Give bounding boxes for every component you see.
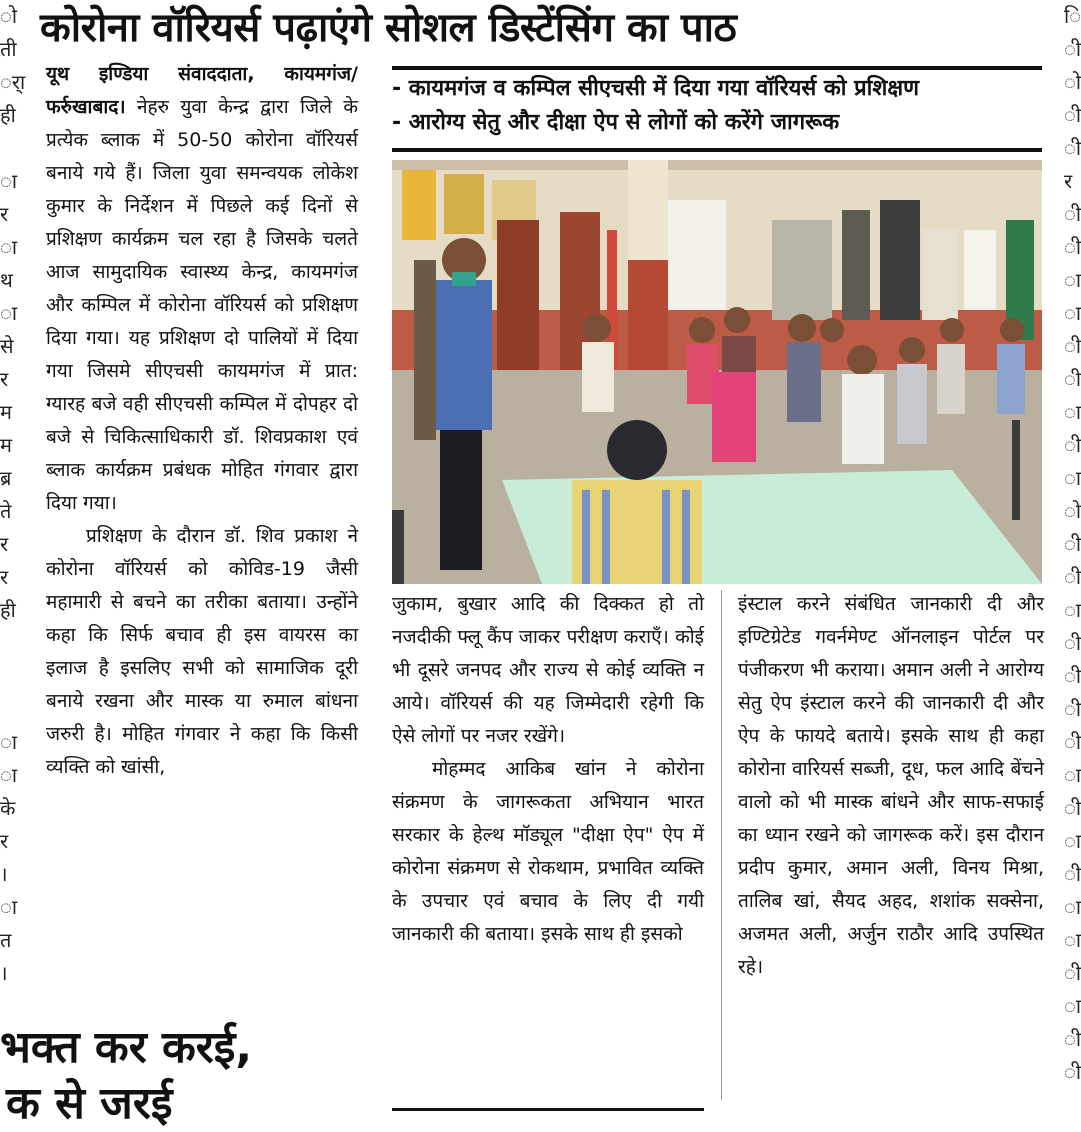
edge-fragment: ी bbox=[1064, 334, 1081, 358]
edge-fragment: ी bbox=[1064, 235, 1081, 259]
edge-fragment: र bbox=[0, 367, 9, 391]
edge-fragment bbox=[0, 627, 18, 660]
edge-fragment: ी bbox=[1064, 1060, 1081, 1084]
edge-fragment: ी bbox=[1064, 532, 1081, 556]
edge-fragment: ा bbox=[1064, 466, 1081, 490]
edge-fragment: ी bbox=[1064, 1027, 1081, 1051]
article-column-3 bbox=[738, 588, 1044, 984]
edge-fragment: ी bbox=[1064, 136, 1081, 160]
column-divider bbox=[721, 590, 722, 1100]
edge-fragment: ती bbox=[0, 37, 17, 61]
edge-fragment: ी bbox=[1064, 631, 1081, 655]
edge-fragment: ा bbox=[1064, 268, 1081, 292]
edge-fragment: के bbox=[0, 796, 16, 820]
photo-illustration bbox=[392, 160, 1042, 584]
adjacent-article-left-edge bbox=[0, 0, 26, 1020]
edge-fragment: ा bbox=[1064, 895, 1081, 919]
byline: यूथ इण्डिया संवाददाता, कायमगंज/फर्रुखाबाद। bbox=[46, 63, 358, 118]
edge-fragment: र bbox=[1064, 169, 1073, 193]
edge-fragment: ा bbox=[0, 169, 18, 193]
edge-fragment: म bbox=[0, 400, 12, 424]
edge-fragment: र bbox=[0, 829, 9, 853]
edge-fragment: ी bbox=[1064, 796, 1081, 820]
byline-paragraph bbox=[46, 58, 358, 520]
adjacent-headline-line: क से जरई bbox=[6, 1078, 173, 1129]
edge-fragment: ी bbox=[1064, 730, 1081, 754]
edge-fragment: ा bbox=[0, 235, 18, 259]
edge-fragment: ी bbox=[1064, 961, 1081, 985]
paragraph: इंस्टाल करने संबंधित जानकारी दी और इण्टिग्रेटेड गवर्नमेण्ट ऑनलाइन पोर्टल पर पंजीकरण भी कराया। अमान अली ने आरोग्य सेतु ऐप इंस्टाल करने की जानकारी दी और ऐप के फायदे बताये। इसके साथ ही कहा कोरोना वारियर्स सब्जी, दूध, फल आदि बेंचने वालो को भी मास्क बांधने और साफ-सफाई का ध्यान रखने को जागरूक करें। इस दौरान प्रदीप कुमार, अमान अली, विनय मिश्रा, तालिब खां, सैयद अहद, शशांक सक्सेना, अजमत अली, अर्जुन राठौर आदि उपस्थित रहे। bbox=[738, 593, 1044, 978]
subhead-bottom-rule bbox=[392, 148, 1042, 152]
edge-fragment: ा bbox=[1064, 763, 1081, 787]
subhead-line: - कायमगंज व कम्पिल सीएचसी में दिया गया वॉरियर्स को प्रशिक्षण bbox=[392, 76, 920, 101]
edge-fragment bbox=[0, 132, 18, 165]
edge-fragment bbox=[0, 693, 18, 726]
paragraph: मोहम्मद आकिब खांन ने कोरोना संक्रमण के जागरूकता अभियान भारत सरकार के हेल्थ मॉड्यूल "दीक्षा ऐप" ऐप में कोरोना संक्रमण से रोकथाम, प्रभावित व्यक्ति के उपचार एवं बचाव के लिए दी गयी जानकारी की बताया। इसके साथ ही इसको bbox=[392, 758, 704, 945]
edge-fragment: ो bbox=[1064, 70, 1081, 94]
subheads-block bbox=[392, 72, 1042, 140]
edge-fragment: ी bbox=[1064, 202, 1081, 226]
edge-fragment bbox=[0, 660, 18, 693]
edge-fragment: ही bbox=[0, 103, 16, 127]
edge-fragment: ि bbox=[1064, 4, 1081, 28]
edge-fragment: ो bbox=[1064, 499, 1081, 523]
edge-fragment: ी bbox=[1064, 664, 1081, 688]
edge-fragment: र bbox=[0, 202, 9, 226]
edge-fragment: थ bbox=[0, 268, 13, 292]
edge-fragment: ी bbox=[1064, 565, 1081, 589]
edge-fragment: ा bbox=[1064, 400, 1081, 424]
training-session-photo bbox=[392, 160, 1042, 584]
edge-fragment: ते bbox=[0, 499, 12, 523]
edge-fragment: र्ा bbox=[0, 70, 26, 94]
edge-fragment: ा bbox=[0, 730, 18, 754]
edge-fragment: से bbox=[0, 334, 14, 358]
adjacent-article-right-edge bbox=[1064, 0, 1080, 1110]
subhead-top-rule bbox=[392, 66, 1042, 70]
edge-fragment: ी bbox=[1064, 433, 1081, 457]
article-column-2 bbox=[392, 588, 704, 951]
edge-fragment: । bbox=[0, 961, 8, 985]
edge-fragment: ब्र bbox=[0, 466, 12, 490]
edge-fragment: ी bbox=[1064, 862, 1081, 886]
edge-fragment: ो bbox=[0, 4, 18, 28]
paragraph: प्रशिक्षण के दौरान डॉ. शिव प्रकाश ने कोरोना वॉरियर्स को कोविड-19 जैसी महामारी से बचने का तरीका बताया। उन्होंने कहा कि सिर्फ बचाव ही इस वायरस का इलाज है इसलिए सभी को सामाजिक दूरी बनाये रखना और मास्क या रुमाल बांधना जरुरी है। मोहित गंगवार ने कहा कि किसी व्यक्ति को खांसी, bbox=[46, 525, 358, 778]
edge-fragment: ा bbox=[1064, 928, 1081, 952]
paragraph-text: नेहरु युवा केन्द्र द्वारा जिले के प्रत्येक ब्लाक में 50-50 कोरोना वॉरियर्स बनाये गये हैं। जिला युवा समन्वयक लोकेश कुमार के निर्देशन में पिछले कई दिनों से प्रशिक्षण कार्यक्रम चल रहा है जिसके चलते आज सामुदायिक स्वास्थ्य केन्द्र, कायमगंज और कम्पिल में कोरोना वॉरियर्स को प्रशिक्षण दिया गया। यह प्रशिक्षण दो पालियों में दिया गया जिसमे सीएचसी कायमगंज में प्रात: ग्यारह बजे वही सीएचसी कम्पिल में दोपहर दो बजे से चिकित्साधिकारी डॉ. शिवप्रकाश एवं ब्लाक कार्यक्रम प्रबंधक मोहित गंगवार द्वारा दिया गया। bbox=[46, 96, 358, 514]
edge-fragment: ा bbox=[1064, 994, 1081, 1018]
adjacent-headline-line: भक्त कर करई, bbox=[0, 1022, 253, 1073]
edge-fragment: र bbox=[0, 565, 9, 589]
paragraph: जुकाम, बुखार आदि की दिक्कत हो तो नजदीकी फ्लू कैंप जाकर परीक्षण कराएँ। कोई भी दूसरे जनपद और राज्य से कोई व्यक्ति न आये। वॉरियर्स की यह जिम्मेदारी रहेगी कि ऐसे लोगों पर नजर रखेंगे। bbox=[392, 593, 704, 747]
edge-fragment: ी bbox=[1064, 697, 1081, 721]
edge-fragment: म bbox=[0, 433, 12, 457]
edge-fragment: ा bbox=[1064, 829, 1081, 853]
edge-fragment: ा bbox=[0, 301, 18, 325]
article-column-1 bbox=[46, 58, 358, 784]
subhead-line: - आरोग्य सेतु और दीक्षा ऐप से लोगों को करेंगे जागरूक bbox=[392, 110, 840, 135]
edge-fragment: ा bbox=[1064, 301, 1081, 325]
edge-fragment: ी bbox=[1064, 367, 1081, 391]
column-bottom-rule bbox=[392, 1108, 704, 1111]
edge-fragment: ी bbox=[1064, 103, 1081, 127]
edge-fragment: ी bbox=[1064, 37, 1081, 61]
edge-fragment: ही bbox=[0, 598, 16, 622]
edge-fragment: त bbox=[0, 928, 12, 952]
edge-fragment: र bbox=[0, 532, 9, 556]
edge-fragment: ा bbox=[0, 895, 18, 919]
adjacent-headline bbox=[0, 1020, 380, 1129]
edge-fragment: ा bbox=[1064, 598, 1081, 622]
edge-fragment: ा bbox=[0, 763, 18, 787]
page-headline: कोरोना वॉरियर्स पढ़ाएंगे सोशल डिस्टेंसिंग का पाठ bbox=[40, 5, 737, 51]
edge-fragment: । bbox=[0, 862, 8, 886]
